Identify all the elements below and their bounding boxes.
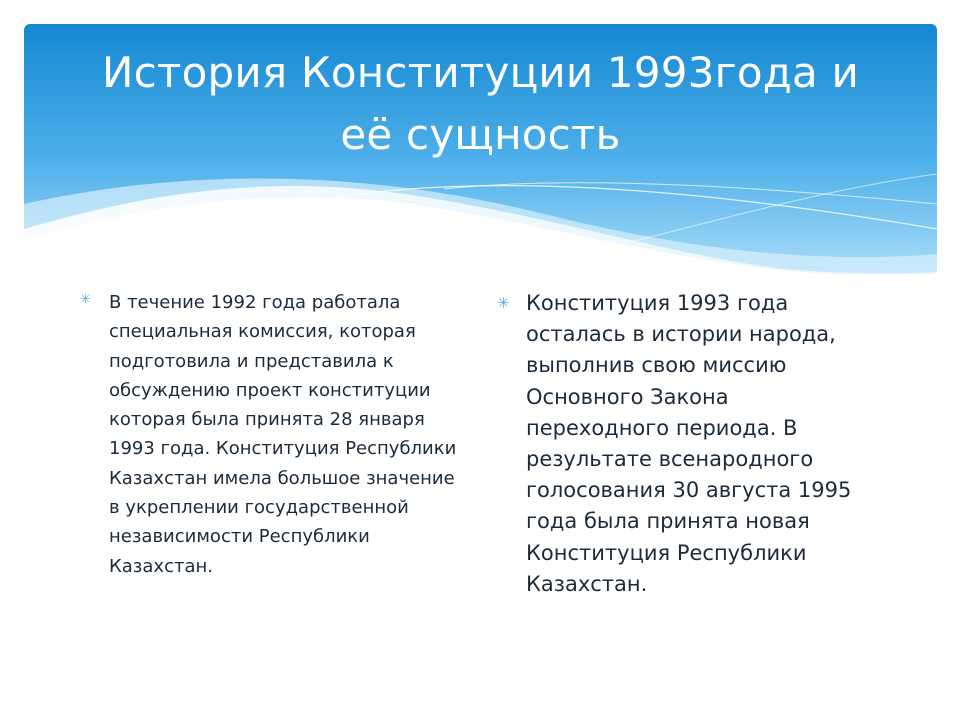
asterisk-bullet-icon: ✳ (80, 292, 91, 307)
right-column (497, 288, 877, 600)
bullet-text: Конституция 1993 года осталась в истории народа, выполнив свою миссию Основного Закона переходного периода. В результате всенародного голосования 30 августа 1995 года была принята новая Конституция Республики Казахстан. (526, 291, 852, 596)
bullet-item (497, 288, 877, 600)
asterisk-bullet-icon: ✳ (497, 294, 510, 312)
bullet-text: В течение 1992 года работала специальная комиссия, которая подготовила и представила к обсуждению проект конституции которая была принята 28 января 1993 года. Конституция Республики Казахстан имела большое значение в укреплении государственной независимости Республики Казахстан. (109, 292, 457, 577)
left-column (80, 288, 470, 581)
slide-title: История Конституции 1993года и её сущность (102, 48, 859, 159)
bullet-item (80, 288, 470, 581)
